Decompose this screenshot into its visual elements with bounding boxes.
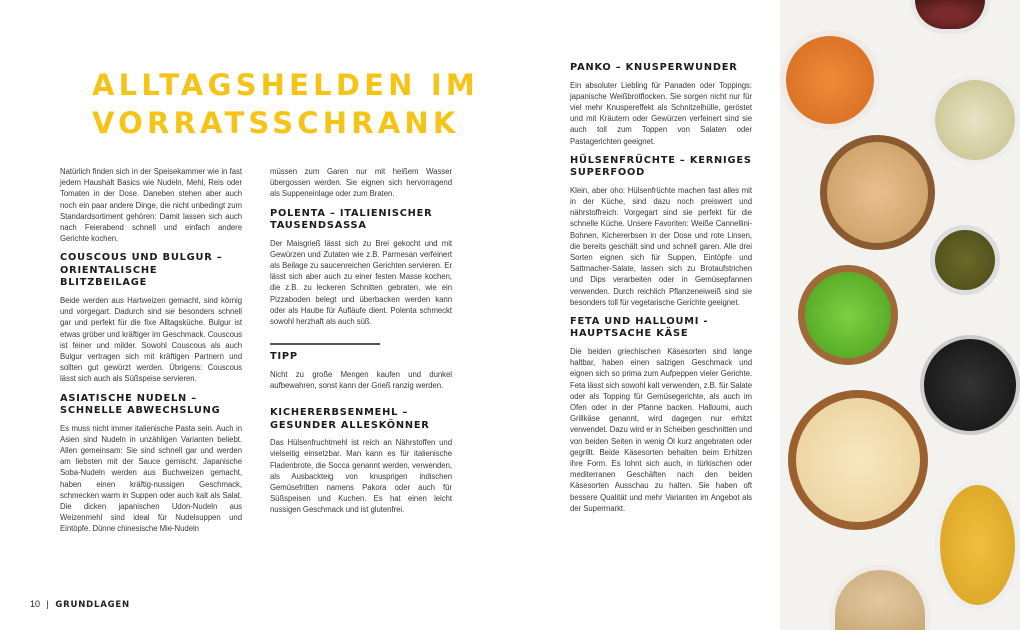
page-footer [30, 599, 130, 610]
white-beans-bowl [788, 390, 928, 530]
section-name: GRUNDLAGEN [55, 600, 130, 610]
kidney-beans-jar [910, 0, 990, 34]
column-3 [570, 54, 752, 514]
grain-bowl [830, 565, 930, 630]
heading-panko: PANKO – KNUSPERWUNDER [570, 62, 738, 73]
chickpeas-bowl [820, 135, 935, 250]
heading-chickpea-flour: KICHERERBSENMEHL – GESUNDER ALLESKÖNNER [270, 407, 430, 431]
paragraph-polenta: Der Maisgrieß lässt sich zu Brei gekocht und mit Gewürzen und Zutaten wie z.B. Parmesan verfeinert als Beilage zu saucenreichen Gerichten servieren. Er lässt sich aber auch zu einer festen Masse kochen, die z.B. zu leckeren Schnitten gebraten, wie ein Pizzaboden belegt und überbacken werden kann oder als Haube für Aufläufe dient. Polenta schmeckt sowohl herzhaft als auch süß. [270, 238, 452, 327]
pantry-photo [780, 0, 1020, 630]
paragraph-feta-halloumi: Die beiden griechischen Käsesorten sind lange haltbar, haben einen salzigen Geschmack und eignen sich so prima zum Aufpeppen vieler Gerichte. Feta lässt sich sowohl kalt verwenden, z.B. für Salate oder als Topping für Gemüsegerichte, als auch im Ofen oder in der Pfanne backen. Halloumi, auch Grillkäse genannt, wird dagegen nur erhitzt verwendet. Dazu wird er in Scheiben geschnitten und von beiden Seiten in wenig Öl kurz angebraten oder gegrillt. Beide Käsesorten behalten beim Erhitzen ihre Form. Es lohnt sich auch, in türkischen oder mediterranen Geschäften nach den beiden Käsesorten Ausschau zu halten. Sie haben oft bessere Qualität und mehr Varianten im Angebot als der Supermarkt. [570, 346, 752, 513]
paragraph-chickpea-flour: Das Hülsenfruchtmehl ist reich an Nährstoffen und vielseitig einsetzbar. Man kann es für italienische Fladenbrote, die Socca genannt werden, verwenden, als Ausbackteig von knusprigen indischen Gemüsefritten namens Pakora oder auch für Süßspeisen und Kuchen. Es hat einen leicht nussigen Geschmack und ist glutenfrei. [270, 438, 452, 515]
split-peas-jar [935, 480, 1020, 610]
sprouts-jar [930, 75, 1020, 165]
heading-feta-halloumi: FETA UND HALLOUMI - HAUPTSACHE KÄSE [570, 315, 709, 340]
page-number: 10 [30, 599, 41, 609]
red-lentils-bowl [780, 30, 880, 130]
edamame-bowl [798, 265, 898, 365]
column-1 [60, 166, 242, 535]
heading-polenta: POLENTA – ITALIENISCHER TAUSENDSASSA [270, 207, 433, 232]
tipp-text: Nicht zu große Mengen kaufen und dunkel aufbewahren, sonst kann der Grieß ranzig werden. [270, 369, 452, 390]
paragraph-panko: Ein absoluter Liebling für Panaden oder Toppings: japanische Weißbrotflocken. Sie sorgen nicht nur für viel mehr Knuspereffekt als Schnitzelhülle, geröstet und mit Kräutern oder Gewürzen verfeinert sind sie auch toll zum Toppen von Salaten oder Pastagerichten geeignet. [570, 80, 752, 146]
column-2 [270, 166, 452, 516]
paragraph-continued: müssen zum Garen nur mit heißem Wasser übergossen werden. Sie eignen sich hervorragend als Suppeneinlage oder zum Braten. [270, 167, 452, 199]
intro-paragraph: Natürlich finden sich in der Speisekammer wie in fast jedem Haushalt Basics wie Nudeln, Mehl, Reis oder Tomaten in der Dose. Daneben stehen aber auch noch ein paar andere Dinge, die nicht unbedingt zum Standardsortiment gehören: Damit lassen sich auch nach Feierabend schnell und einfach andere Gerichte kochen. [60, 167, 242, 244]
black-beans-bowl [920, 335, 1020, 435]
paragraph-couscous: Beide werden aus Hartweizen gemacht, sind körnig und vorgegart. Dadurch sind sie besonders schnell gar und perfekt für die fixe Alltagsküche. Bulgur ist etwas gröber und kräftiger im Geschmack. Couscous ist feiner und milder. Sowohl Couscous als auch Bulgur vertragen sich mit kräftigen Partnern und sollten gut gewürzt werden. Übrigens: Couscous lässt sich auch als Süßspeise servieren. [60, 295, 242, 384]
heading-couscous: COUSCOUS UND BULGUR – ORIENTALISCHE BLITZBEILAGE [60, 252, 223, 289]
tipp-divider [270, 343, 380, 345]
paragraph-asian-noodles: Es muss nicht immer italienische Pasta sein. Auch in Asien sind Nudeln in unzähligen Varianten beliebt. Allen gemeinsam: Sie sind schnell gar und werden am liebsten mit der Sauce gemischt. Japanische Soba-Nudeln werden aus Buchweizen gemacht, haben einen kräftig-nussigen Geschmack, schmecken warm in Suppen oder auch kalt als Salat. Die dicken japanischen Udon-Nudeln aus Weizenmehl sind ideal für Nudelsuppen und Eintöpfe. Dünne chinesische Mie-Nudeln [60, 423, 242, 534]
paragraph-legumes: Klein, aber oho: Hülsenfrüchte machen fast alles mit in der Küche, sind dazu noch preiswert und nährstoffreich. Vorgegart sind sie perfekt für die schnelle Küche. Unsere Favoriten: Weiße Cannellini-Bohnen, Kichererbsen in der Dose und rote Linsen, die bereits geschält sind und schnell garen. Alle drei Sorten eignen sich für Suppen, Eintöpfe und Sattmacher-Salate, lassen sich zu Brotaufstrichen und Dips verarbeiten oder in Gemüsepfannen verwenden. Durch reichlich Pflanzeneiweiß sind sie besonders toll für vegetarische Gerichte geeignet. [570, 185, 752, 307]
heading-legumes: HÜLSENFRÜCHTE – KERNIGES SUPERFOOD [570, 154, 752, 179]
page-title: ALLTAGSHELDEN IM VORRATSSCHRANK [92, 68, 479, 140]
footer-separator: | [46, 599, 49, 609]
mung-beans-jar [930, 225, 1000, 295]
tipp-heading: TIPP [270, 351, 298, 363]
heading-asian-noodles: ASIATISCHE NUDELN – SCHNELLE ABWECHSLUNG [60, 392, 221, 417]
